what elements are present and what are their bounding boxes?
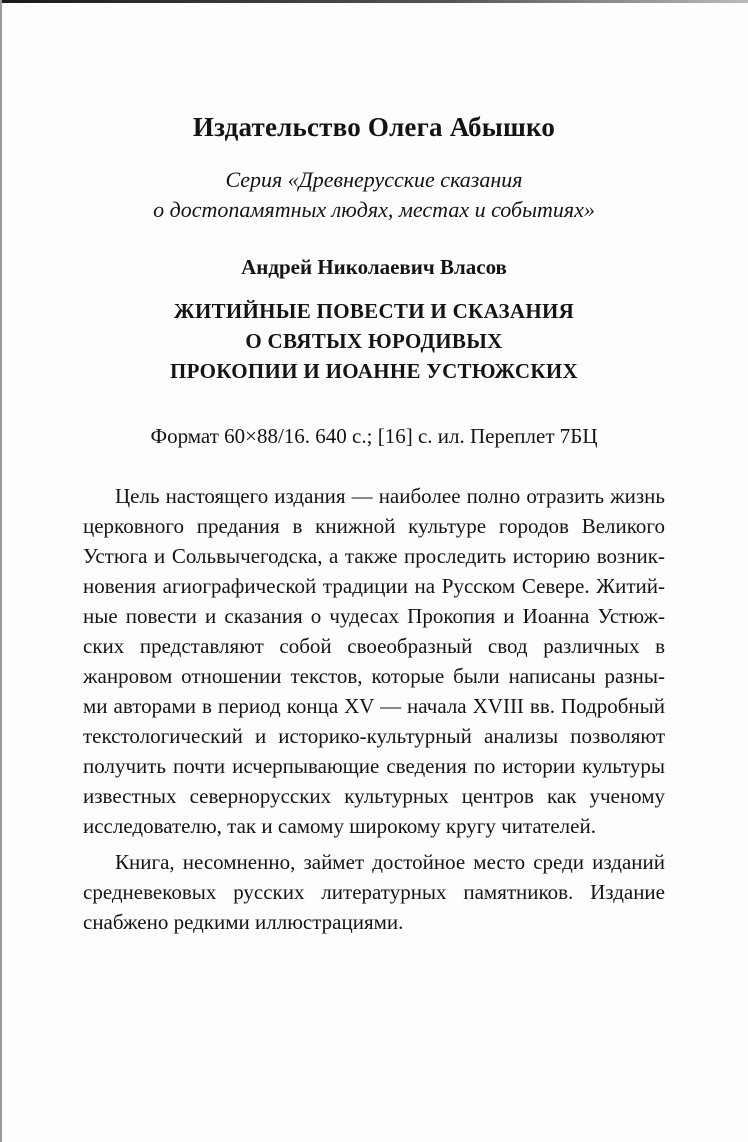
publisher-heading: Издательство Олега Абышко	[192, 112, 556, 142]
text-line: известных севернорусских культурных центров как ученому	[83, 784, 665, 808]
text-line: снабжено редкими иллюстрациями.	[83, 910, 404, 934]
series-line-2: о достопамятных людях, местах и событиях»	[153, 197, 595, 222]
title-line-1: ЖИТИЙНЫЕ ПОВЕСТИ И СКАЗАНИЯ	[173, 299, 575, 323]
paragraph-2	[83, 847, 665, 937]
title-line-3: ПРОКОПИИ И ИОАННЕ УСТЮЖСКИХ	[170, 359, 578, 383]
text-line: новения агиографической традиции на Русском Севере. Житий-	[83, 574, 665, 598]
text-line: ные повести и сказания о чудесах Прокопия и Иоанна Устюж-	[83, 604, 665, 628]
text-line: Цель настоящего издания — наиболее полно отразить жизнь	[115, 484, 665, 508]
text-line: жанровом отношении текстов, которые были написаны разны-	[83, 664, 665, 688]
text-line: средневековых русских литературных памятников. Издание	[83, 880, 665, 904]
scan-edge-top	[0, 0, 748, 3]
series-title	[0, 165, 748, 225]
series-line-1: Серия «Древнерусские сказания	[225, 167, 523, 192]
title-line-2: О СВЯТЫХ ЮРОДИВЫХ	[245, 329, 503, 353]
text-line: Книга, несомненно, займет достойное место среди изданий	[115, 850, 665, 874]
book-title	[0, 296, 748, 386]
text-line: церковного предания в книжной культуре городов Великого	[83, 514, 665, 538]
text-line: получить почти исчерпывающие сведения по истории культуры	[83, 754, 665, 778]
text-line: исследователю, так и самому широкому кругу читателей.	[83, 814, 596, 838]
text-line: Устюга и Сольвычегодска, а также проследить историю возник-	[83, 544, 665, 568]
text-line: ских представляют собой своеобразный свод различных в	[83, 634, 665, 658]
author-name: Андрей Николаевич Власов	[241, 255, 507, 279]
description	[83, 481, 665, 943]
text-line: текстологический и историко-культурный анализы позволяют	[83, 724, 665, 748]
paragraph-1	[83, 481, 665, 841]
format-info: Формат 60×88/16. 640 с.; [16] с. ил. Переплет 7БЦ	[150, 424, 598, 448]
text-line: ми авторами в период конца XV — начала XVIII вв. Подробный	[83, 694, 665, 718]
